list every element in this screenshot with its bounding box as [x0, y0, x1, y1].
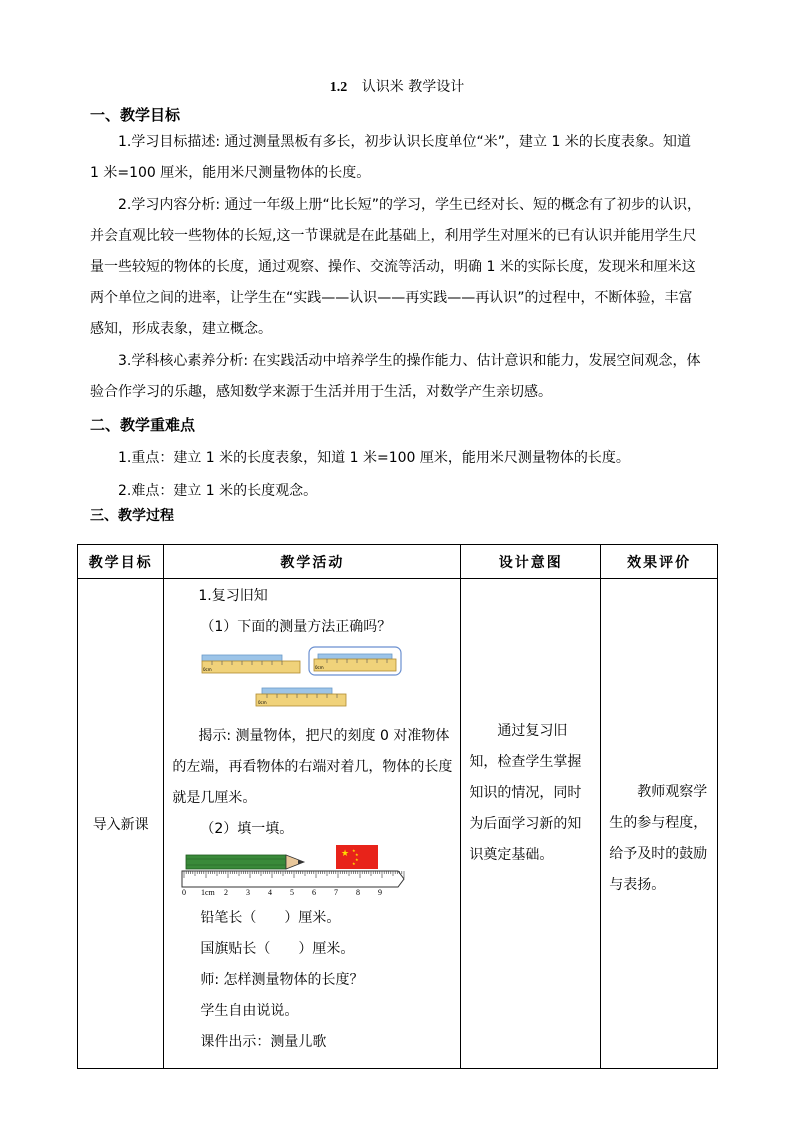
- doc-title: [0, 76, 794, 96]
- header-goal: 教学目标: [78, 545, 164, 579]
- svg-text:★: ★: [352, 861, 356, 866]
- student-response: 学生自由说说。: [200, 1003, 299, 1019]
- courseware-item: 课件出示：测量儿歌: [200, 1034, 327, 1050]
- header-intent: 设计意图: [461, 545, 601, 579]
- svg-text:★: ★: [352, 848, 356, 853]
- activity-explanation: 揭示: 测量物体，把尺的刻度 0 对准物体的左端，再看物体的右端对着几，物体的长度就是几厘米。: [172, 728, 453, 806]
- goal-paragraph-1: 1.学习目标描述: 通过测量黑板有多长，初步认识长度单位“米”，建立 1 米的长度表象。知道 1 米=100 厘米，能用米尺测量物体的长度。: [90, 134, 691, 181]
- ruler-3: [256, 694, 346, 706]
- evaluation-text: 教师观察学生的参与程度，给予及时的鼓励与表扬。: [609, 783, 708, 893]
- tick-label: 8: [356, 888, 361, 897]
- ruler-3-top-object: [262, 688, 332, 694]
- title-number: 1.2: [329, 80, 348, 95]
- tick-label: 4: [268, 888, 273, 897]
- flag-length-blank: 国旗贴长（ ）厘米。: [200, 941, 355, 957]
- tick-label: 1cm: [201, 888, 216, 897]
- svg-text:★: ★: [355, 852, 359, 857]
- ruler-comparison-figure: [172, 643, 452, 721]
- goal-paragraph-3: 3.学科核心素养分析: 在实践活动中培养学生的操作能力、估计意识和能力，发展空间观念，体验合作学习的乐趣，感知数学来源于生活并用于生活，对数学产生亲切感。: [90, 353, 701, 400]
- section-heading-keypoints: 二、教学重难点: [90, 416, 196, 434]
- ruler-2-zero-label: 0cm: [315, 665, 325, 670]
- svg-text:★: ★: [355, 857, 359, 862]
- table-header-row: [78, 545, 718, 579]
- tick-label: 3: [246, 888, 251, 897]
- tick-label: 0: [182, 888, 187, 897]
- ruler-2: [314, 659, 396, 671]
- teaching-process-table: [77, 544, 718, 1069]
- teacher-question: 师: 怎样测量物体的长度？: [200, 972, 364, 988]
- pencil-length-blank: 铅笔长（ ）厘米。: [200, 910, 341, 926]
- activity-question-1: （1）下面的测量方法正确吗？: [200, 619, 392, 635]
- measure-ruler-labels: [182, 888, 382, 897]
- intent-cell: [461, 579, 601, 1069]
- ruler-1-top-object: [202, 655, 282, 661]
- tick-label: 9: [378, 888, 383, 897]
- tick-label: 5: [290, 888, 295, 897]
- evaluation-cell: [601, 579, 718, 1069]
- tick-label: 2: [224, 888, 229, 897]
- pencil-flag-image: [172, 845, 452, 903]
- ruler-1-zero-label: 0cm: [203, 667, 213, 672]
- ruler-1: [202, 661, 300, 673]
- keypoint-paragraph-2: 2.难点：建立 1 米的长度观念。: [118, 483, 318, 499]
- table-row: [78, 579, 718, 1069]
- activity-cell: [164, 579, 461, 1069]
- section-heading-goals: 一、教学目标: [90, 106, 181, 124]
- tick-label: 7: [334, 888, 339, 897]
- section-heading-process: 三、教学过程: [90, 508, 174, 524]
- activity-review-heading: 1.复习旧知: [198, 588, 268, 604]
- header-activity: 教学活动: [164, 545, 461, 579]
- pencil-flag-figure: [172, 845, 452, 903]
- ruler-2-top-object: [318, 654, 392, 659]
- tick-label: 6: [312, 888, 317, 897]
- pencil-body: [186, 855, 286, 869]
- flag-star-icon: ★: [341, 849, 350, 859]
- activity-question-2: （2）填一填。: [200, 821, 294, 837]
- intent-text: 通过复习旧知，检查学生掌握知识的情况，同时为后面学习新的知识奠定基础。: [469, 723, 582, 863]
- rulers-image: [172, 643, 452, 721]
- header-evaluation: 效果评价: [601, 545, 718, 579]
- goal-paragraph-2: 2.学习内容分析: 通过一年级上册“比长短”的学习，学生已经对长、短的概念有了初步的认识，并会直观比较一些物体的长短,这一节课就是在此基础上，利用学生对厘米的已有认识并能用学生尺量一些较短的物体的长度，通过观察、操作、交流等活动，明确 1 米的实际长度，发现米和厘米这两个单位之间的进率，让学生在“实践——认识——再实践——再认识”的过程中，不断体验，丰富感知，形成表象，建立概念。: [90, 197, 702, 337]
- ruler-3-zero-label: 0cm: [258, 700, 268, 705]
- title-text: 认识米 教学设计: [361, 79, 465, 95]
- keypoint-paragraph-1: 1.重点：建立 1 米的长度表象，知道 1 米=100 厘米，能用米尺测量物体的长度。: [118, 450, 630, 466]
- goal-cell: 导入新课: [78, 579, 164, 1069]
